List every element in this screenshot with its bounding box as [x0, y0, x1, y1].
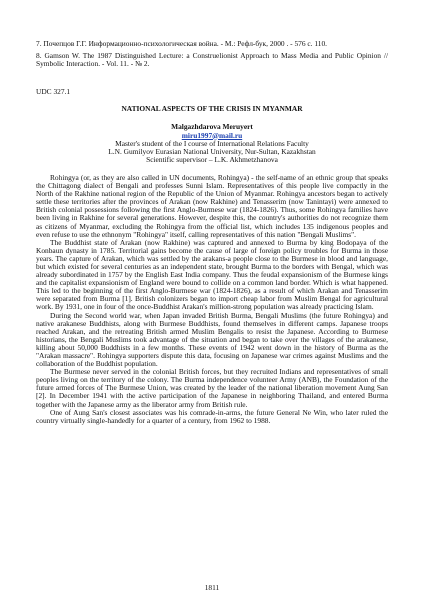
- body-paragraph: The Buddhist state of Arakan (now Rakhine) was captured and annexed to Burma by king Bodopaya of the Konbaun dynasty in 1785. Territorial gains become the cause of large of foreign policy troubles for Burma in those years. The capture of Arakan, which was settled by the arakans-a people close to the Burmese in blood and language, but which existed for several centuries as an independent state, brought Burma to the borders with Bengal, which was already subordinated in 1757 by the English East India company. Thus the feudal expansionism of the Burmese kings and the capitalist expansionism of England were bound to collide on a common land border. Which is what happened. This led to the beginning of the first Anglo-Burmese war (1824-1826), as a result of which Arakan and Tenasserim were separated from Burma [1]. British colonizers began to import cheap labor from Muslim Bengal for agricultural work. By 1931, one in four of the once-Buddhist Arakan's million-strong population was already practicing Islam.: [36, 237, 388, 312]
- article-body: [36, 174, 388, 425]
- reference-item: 8. Gamson W. The 1987 Distinguished Lecture: a Construelionist Approach to Mass Media and Public Opinion // Symbolic Interaction. - Vol. 11. - № 2.: [36, 51, 388, 69]
- reference-item: 7. Почепцов Г.Г. Информационно-психологическая война. - М.: Рефл-бук, 2000 . - 576 с. 110.: [36, 39, 328, 48]
- author-affiliation-line: L.N. Gumilyov Eurasian National University, Nur-Sultan, Kazakhstan: [108, 146, 316, 156]
- scientific-supervisor: Scientific supervisor – L.K. Akhmetzhanova: [146, 154, 278, 164]
- references-list: [36, 40, 388, 68]
- udc-code: UDC 327.1: [36, 87, 71, 97]
- author-block: [36, 123, 388, 163]
- body-paragraph: One of Aung San's closest associates was his comrade-in-arms, the future General Ne Win, who later ruled the country virtually single-handedly for a quarter of a century, from 1962 to 1988.: [36, 407, 388, 425]
- author-email-link[interactable]: miru1997@mail.ru: [181, 130, 243, 140]
- body-paragraph: Rohingya (or, as they are also called in UN documents, Rohingya) - the self-name of an ethnic group that speaks the Chittagong dialect of Bengali and professes Sunni Islam. Representatives of this people live compactly in the North of the Rakhine national region of the Republic of the Union of Myanmar. Rohingya ancestors began to actively settle these territories after the provinces of Arakan (now Rakhine) and Tenasserim (now Tanintayi) were annexed to British colonial possessions following the first Anglo-Burmese war (1824-1826). Thus, some Rohingya families have been living in Rakhine for several generations. However, despite this, the country's authorities do not recognize them as citizens of Myanmar, excluding the Rohingya from the official list, which includes 135 indigenous peoples and even refuse to use the ethnonym "Rohingya" itself, calling representatives of this nation "Bengali Muslims".: [36, 172, 388, 239]
- article-title: NATIONAL ASPECTS OF THE CRISIS IN MYANMAR: [121, 104, 303, 114]
- author-name: Malgazhdarova Meruyert: [171, 122, 253, 132]
- author-affiliation-line: Master's student of the I course of International Relations Faculty: [115, 138, 309, 148]
- page-number: 1811: [204, 583, 220, 592]
- body-paragraph: During the Second world war, when Japan invaded British Burma, Bengali Muslims (the future Rohingya) and native arakanese Buddhists, along with Burmese Buddhists, found themselves in different camps. Japanese troops reached Arakan, and the retreating British armed Muslim Bengalis to resist the Japanese. According to Burmese historians, the Bengali Muslims took advantage of the situation and began to take over the villages of the arakanese, killing about 50,000 Buddhists in a few months. These events of 1942 went down in the history of Burma as the "Arakan massacre". Rohingya supporters dispute this data, focusing on Japanese war crimes against Muslims and the collaboration of the Buddhist population.: [36, 310, 388, 369]
- body-paragraph: The Burmese never served in the colonial British forces, but they recruited Indians and representatives of small peoples living on the territory of the colony. The Burma independence volunteer Army (ANB), the Foundation of the future armed forces of The Burmese Union, was created by the leader of the national liberation movement Aung San [2]. In December 1941 with the active participation of the Japanese in neighboring Thailand, and entered Burma together with the Japanese army as the liberator army from British rule.: [36, 367, 388, 409]
